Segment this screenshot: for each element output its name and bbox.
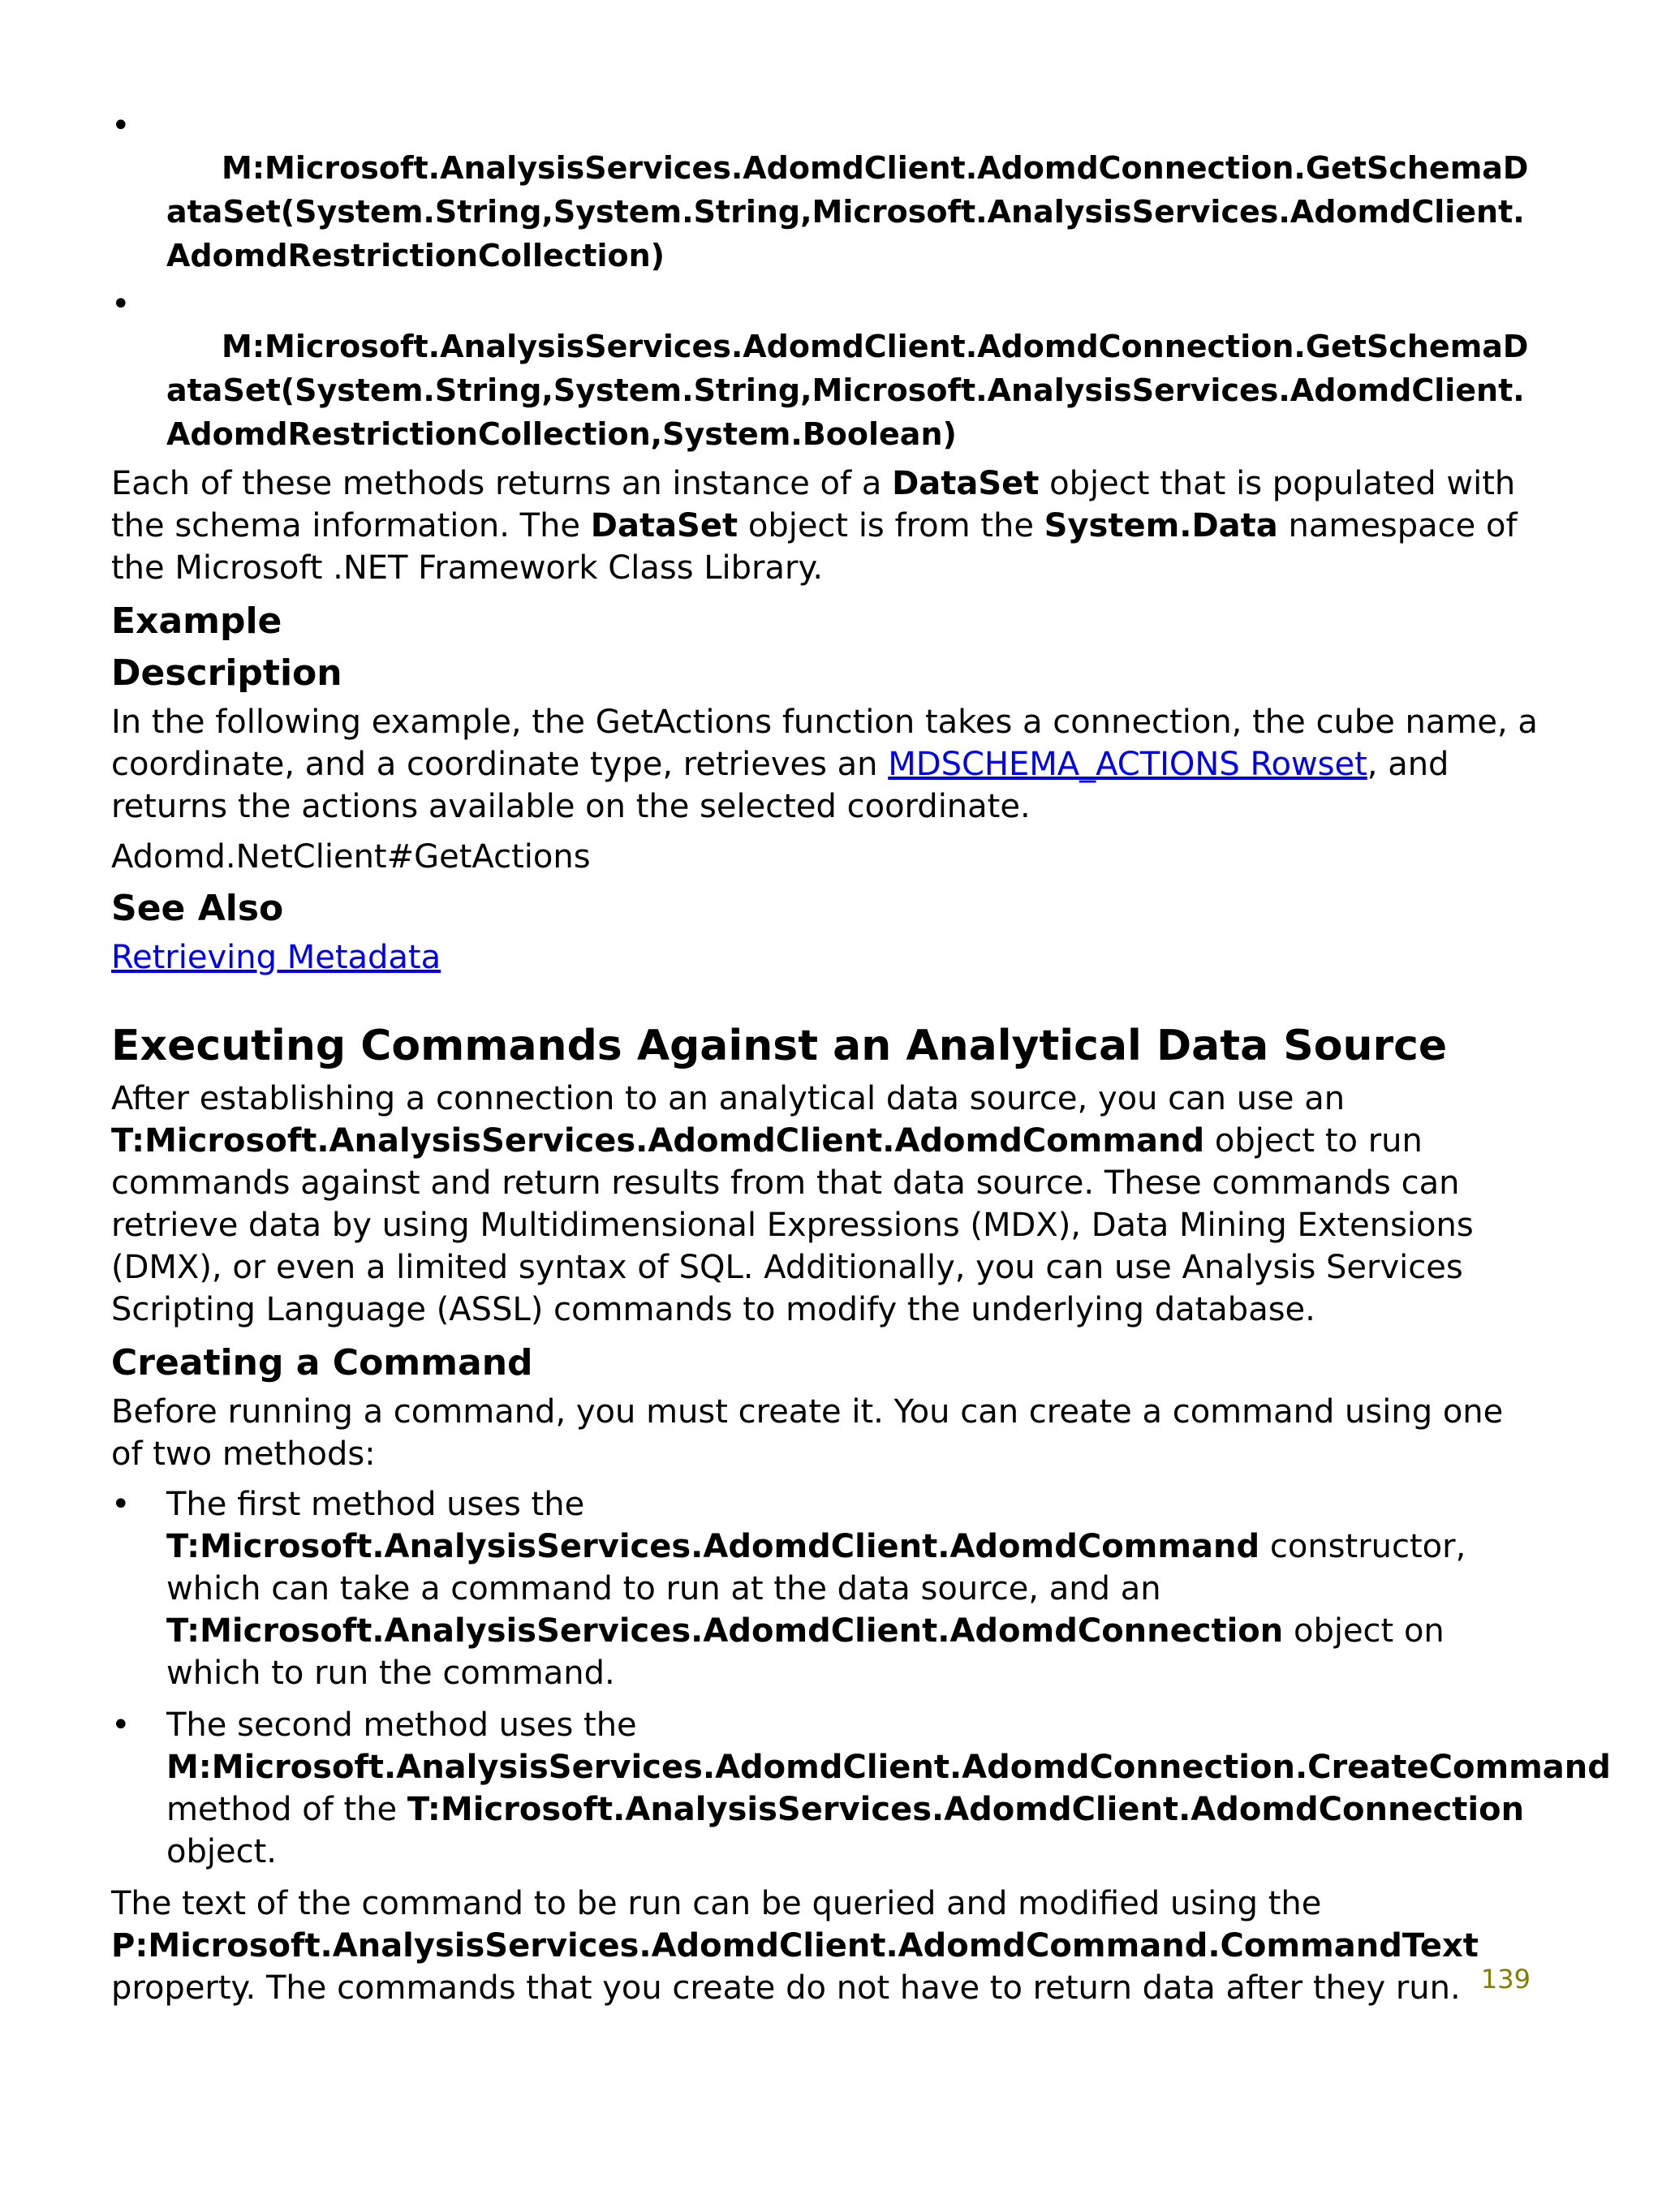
mdschema-actions-link[interactable]: MDSCHEMA_ACTIONS Rowset bbox=[888, 746, 1367, 783]
retrieving-metadata-link[interactable]: Retrieving Metadata bbox=[111, 939, 441, 976]
intro-paragraph: After establishing a connection to an analytical data source, you can use an T:Microsoft.AnalysisServices.AdomdClient.AdomdCommand object to run commands against and return results from that data source. These commands can retrieve data by using Multidimensional Expressions (MDX), Data Mining Extensions (DMX), or even a limited syntax of SQL. Additionally, you can use Analysis Services Scripting Language (ASSL) commands to modify the underlying database. bbox=[111, 1080, 1474, 1328]
see-also-paragraph bbox=[111, 936, 1544, 979]
creating-paragraph: Before running a command, you must create it. You can create a command using one of two methods: bbox=[111, 1393, 1504, 1473]
bullet-icon: • bbox=[111, 1486, 131, 1523]
page-number: 139 bbox=[1480, 1964, 1531, 1995]
closing-paragraph: The text of the command to be run can be queried and modified using the P:Microsoft.AnalysisServices.AdomdClient.AdomdCommand.CommandText property. The commands that you create do not have to return data after they run. bbox=[111, 1885, 1479, 2007]
example-heading: Example bbox=[111, 600, 282, 642]
section-title: Executing Commands Against an Analytical Data Source bbox=[111, 1022, 1448, 1070]
signature-item bbox=[111, 105, 1544, 278]
list-item: • The first method uses the T:Microsoft.AnalysisServices.AdomdClient.AdomdCommand constructor, which can take a command to run at the data source, and an T:Microsoft.AnalysisServices.AdomdClient.AdomdConnection object on which to run the command. bbox=[111, 1483, 1544, 1694]
bullet-icon: • bbox=[111, 107, 131, 144]
dataset-paragraph: Each of these methods returns an instance of a DataSet object that is populated with the schema information. The DataSet object is from the System.Data namespace of the Microsoft .NET Framework Class Library. bbox=[111, 465, 1518, 587]
method-signature: M:Microsoft.AnalysisServices.AdomdClient.AdomdConnection.GetSchemaDataSet(System.String,System.String,Microsoft.AnalysisServices.AdomdClient.AdomdRestrictionCollection) bbox=[166, 150, 1529, 273]
bullet-icon: • bbox=[111, 1706, 131, 1744]
description-paragraph: In the following example, the GetActions function takes a connection, the cube name, a coordinate, and a coordinate type, retrieves an MDSCHEMA_ACTIONS Rowset, and returns the actions available on the selected coordinate. bbox=[111, 704, 1538, 825]
see-also-heading: See Also bbox=[111, 888, 284, 929]
bullet-icon: • bbox=[111, 286, 131, 323]
creating-command-heading: Creating a Command bbox=[111, 1342, 533, 1384]
code-reference: Adomd.NetClient#GetActions bbox=[111, 838, 591, 876]
description-heading: Description bbox=[111, 652, 342, 694]
list-item: • The second method uses the M:Microsoft.AnalysisServices.AdomdClient.AdomdConnection.CreateCommand method of the T:Microsoft.AnalysisServices.AdomdClient.AdomdConnection object. bbox=[111, 1704, 1544, 1873]
method-signature: M:Microsoft.AnalysisServices.AdomdClient.AdomdConnection.GetSchemaDataSet(System.String,System.String,Microsoft.AnalysisServices.AdomdClient.AdomdRestrictionCollection,System.Boolean) bbox=[166, 329, 1529, 452]
signature-item bbox=[111, 284, 1544, 456]
document-page bbox=[111, 105, 1611, 2017]
